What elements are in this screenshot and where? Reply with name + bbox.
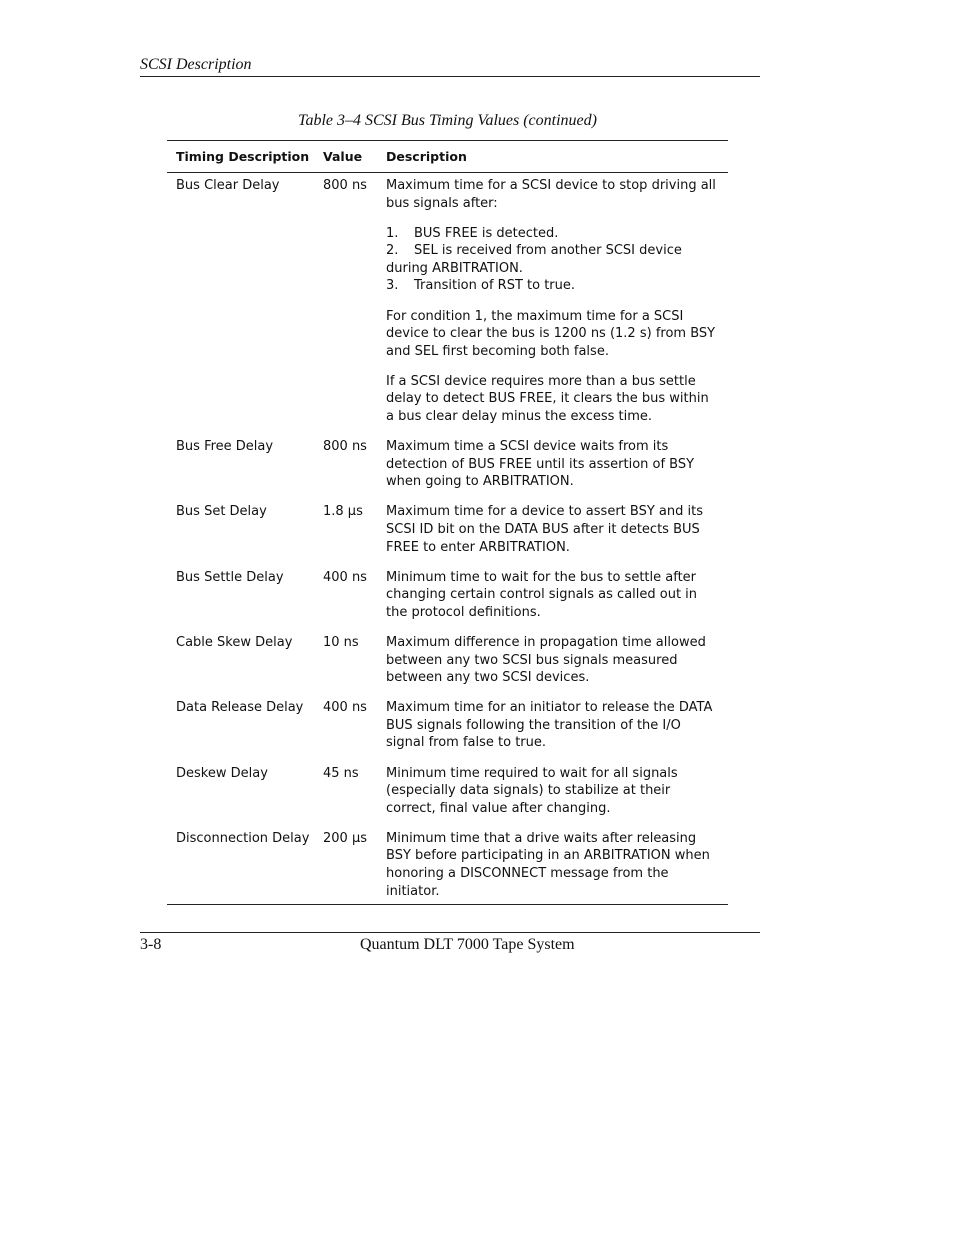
timing-description: Minimum time that a drive waits after releasing BSY before participating in an ARBITRATION when honoring a DISCONNECT message from the initiator. [386, 830, 710, 899]
table-row [167, 699, 728, 752]
table-row [167, 569, 728, 622]
list-item [386, 242, 719, 277]
timing-value: 400 ns [323, 569, 367, 585]
table-header-row [167, 141, 728, 173]
section-title: SCSI Description [140, 56, 252, 73]
running-header [140, 56, 760, 77]
timing-value: 800 ns [323, 439, 367, 455]
timing-name: Bus Settle Delay [176, 569, 284, 585]
timing-name: Deskew Delay [176, 765, 268, 781]
timing-description [386, 177, 719, 426]
list-number: 3. [386, 278, 399, 294]
list-text: SEL is received from another SCSI device during ARBITRATION. [386, 243, 682, 276]
running-footer [140, 932, 760, 953]
timing-description: Minimum time required to wait for all signals (especially data signals) to stabilize at their correct, final value after changing. [386, 765, 678, 816]
list-text: Transition of RST to true. [414, 278, 576, 294]
condition-list [386, 225, 719, 295]
timing-description: Maximum time for an initiator to release the DATA BUS signals following the transition of the I/O signal from false to true. [386, 700, 713, 751]
column-header-description: Description [386, 148, 467, 164]
timing-description: Maximum difference in propagation time allowed between any two SCSI bus signals measured between any two SCSI devices. [386, 634, 706, 686]
timing-description: Maximum time a SCSI device waits from its detection of BUS FREE until its assertion of BSY when going to ARBITRATION. [386, 439, 695, 490]
timing-value: 800 ns [323, 178, 367, 193]
timing-name: Bus Set Delay [176, 504, 267, 520]
timing-value: 400 ns [323, 700, 367, 716]
table-row [167, 634, 728, 687]
column-header-timing: Timing Description [176, 148, 310, 164]
table-body [167, 173, 728, 904]
timing-name: Bus Free Delay [176, 439, 274, 455]
table-row [167, 438, 728, 491]
column-header-value: Value [323, 148, 363, 164]
timing-table [167, 140, 728, 905]
page-number: 3-8 [140, 936, 162, 953]
timing-value: 10 ns [323, 634, 359, 650]
description-text: For condition 1, the maximum time for a SCSI device to clear the bus is 1200 ns (1.2 s) from BSY and SEL first becoming both false. [386, 308, 716, 359]
timing-name: Disconnection Delay [176, 830, 310, 846]
timing-name: Bus Clear Delay [176, 178, 280, 193]
list-item [386, 225, 719, 243]
timing-description: Minimum time to wait for the bus to settle after changing certain control signals as called out in the protocol definitions. [386, 569, 698, 620]
timing-description: Maximum time for a device to assert BSY and its SCSI ID bit on the DATA BUS after it detects BUS FREE to enter ARBITRATION. [386, 504, 703, 555]
timing-name: Cable Skew Delay [176, 634, 293, 650]
list-item [386, 277, 719, 295]
description-text: If a SCSI device requires more than a bus settle delay to detect BUS FREE, it clears the bus within a bus clear delay minus the excess time. [386, 373, 709, 425]
timing-value: 45 ns [323, 765, 359, 781]
document-title: Quantum DLT 7000 Tape System [360, 936, 575, 953]
timing-value: 1.8 µs [323, 504, 363, 520]
table-caption: Table 3–4 SCSI Bus Timing Values (continued) [298, 112, 597, 129]
timing-name: Data Release Delay [176, 700, 304, 716]
list-number: 2. [386, 243, 399, 259]
table-row [167, 503, 728, 556]
timing-value: 200 µs [323, 830, 367, 846]
list-number: 1. [386, 225, 399, 241]
table-row [167, 765, 728, 818]
table-row [167, 830, 728, 900]
description-text: Maximum time for a SCSI device to stop driving all bus signals after: [386, 178, 716, 211]
list-text: BUS FREE is detected. [414, 225, 559, 241]
table-row [167, 177, 728, 426]
